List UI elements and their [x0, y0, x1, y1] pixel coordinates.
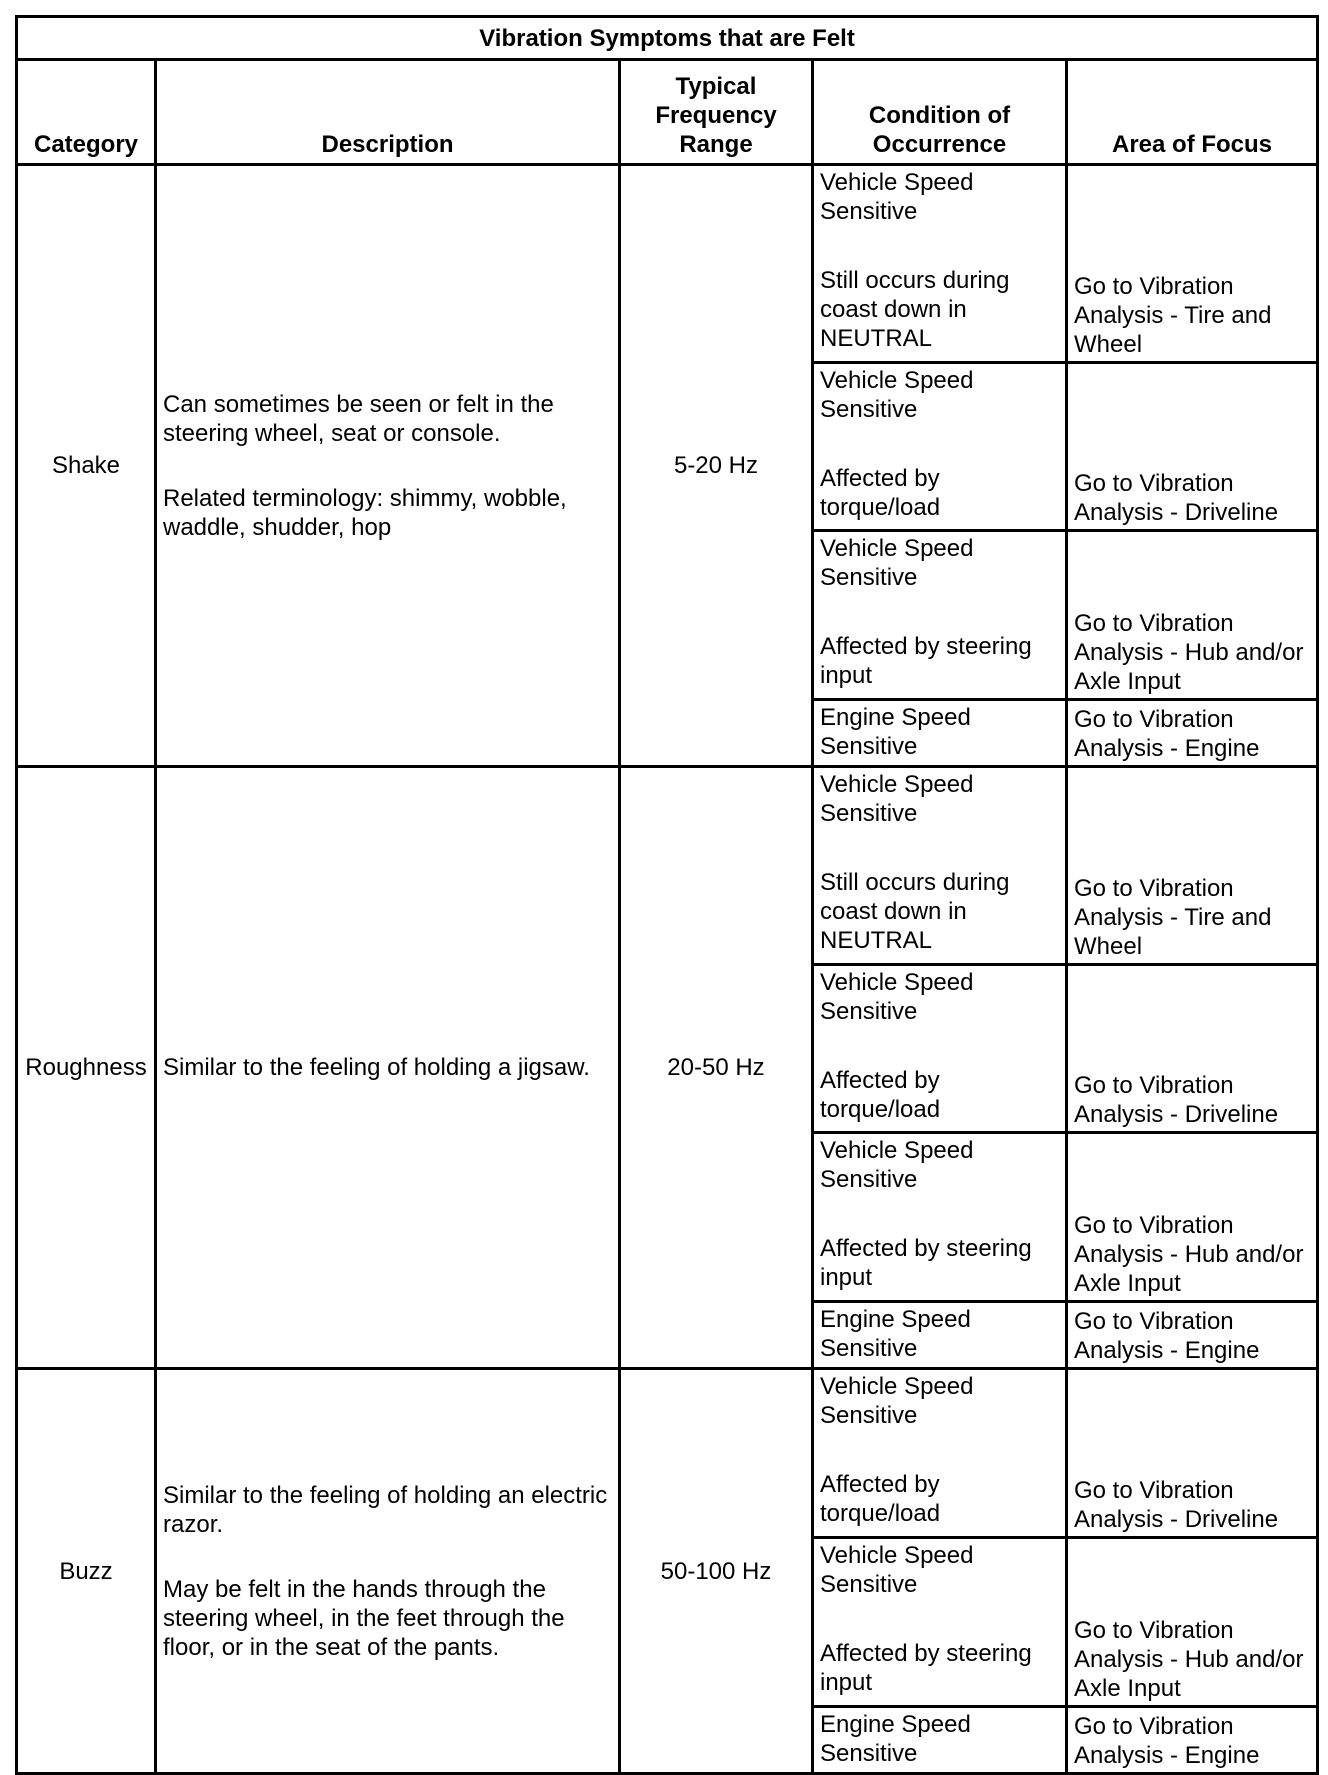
frequency-cell: 20-50 Hz: [620, 767, 813, 1369]
header-frequency-line1: Typical: [675, 72, 757, 100]
description-cell: [156, 1369, 620, 1774]
header-focus: Area of Focus: [1067, 60, 1318, 165]
table-row: [17, 767, 1318, 965]
condition-cell: [813, 531, 1067, 700]
focus-cell: Go to Vibration Analysis - Engine: [1067, 1302, 1318, 1369]
condition-speed: Vehicle Speed Sensitive: [820, 1137, 974, 1194]
condition-speed: Vehicle Speed Sensitive: [820, 771, 974, 828]
table-title: Vibration Symptoms that are Felt: [17, 17, 1318, 60]
condition-cell: [813, 1537, 1067, 1706]
header-frequency-line2: Frequency: [655, 101, 777, 129]
focus-cell: Go to Vibration Analysis - Hub and/or Axle Input: [1067, 1133, 1318, 1302]
condition-cell: [813, 767, 1067, 965]
condition-detail: Still occurs during coast down in NEUTRAL: [820, 869, 1010, 955]
header-frequency-line3: Range: [679, 130, 753, 158]
condition-detail: Affected by torque/load: [820, 1471, 941, 1528]
condition-detail: Affected by steering input: [820, 633, 1032, 690]
condition-detail: Affected by torque/load: [820, 464, 941, 521]
description-paragraph: May be felt in the hands through the steering wheel, in the feet through the floor, or in the seat of the pants.: [163, 1575, 565, 1661]
header-description: Description: [156, 60, 620, 165]
condition-cell: [813, 699, 1067, 766]
condition-speed: Vehicle Speed Sensitive: [820, 366, 974, 423]
condition-speed: Engine Speed Sensitive: [820, 703, 971, 760]
table-row: [17, 1369, 1318, 1538]
focus-cell: Go to Vibration Analysis - Hub and/or Axle Input: [1067, 1537, 1318, 1706]
frequency-cell: 5-20 Hz: [620, 164, 813, 766]
condition-speed: Vehicle Speed Sensitive: [820, 168, 974, 225]
focus-cell: Go to Vibration Analysis - Engine: [1067, 1706, 1318, 1773]
condition-cell: [813, 1302, 1067, 1369]
condition-cell: [813, 362, 1067, 531]
header-row: [17, 60, 1318, 165]
condition-speed: Vehicle Speed Sensitive: [820, 1373, 974, 1430]
condition-cell: [813, 164, 1067, 362]
description-paragraph: Related terminology: shimmy, wobble, waddle, shudder, hop: [163, 484, 567, 541]
description-paragraph: Similar to the feeling of holding a jigsaw.: [163, 1054, 590, 1082]
frequency-cell: 50-100 Hz: [620, 1369, 813, 1774]
condition-detail: Affected by steering input: [820, 1639, 1032, 1696]
category-cell: Shake: [17, 164, 156, 766]
focus-cell: Go to Vibration Analysis - Hub and/or Axle Input: [1067, 531, 1318, 700]
focus-cell: Go to Vibration Analysis - Tire and Wheel: [1067, 164, 1318, 362]
description-paragraph: Can sometimes be seen or felt in the steering wheel, seat or console.: [163, 390, 554, 447]
condition-speed: Vehicle Speed Sensitive: [820, 535, 974, 592]
focus-cell: Go to Vibration Analysis - Tire and Wheel: [1067, 767, 1318, 965]
condition-speed: Vehicle Speed Sensitive: [820, 1541, 974, 1598]
focus-cell: Go to Vibration Analysis - Driveline: [1067, 964, 1318, 1133]
description-cell: [156, 767, 620, 1369]
header-category: Category: [17, 60, 156, 165]
header-condition: [813, 60, 1067, 165]
condition-speed: Vehicle Speed Sensitive: [820, 968, 974, 1025]
description-paragraph: Similar to the feeling of holding an electric razor.: [163, 1481, 608, 1538]
focus-cell: Go to Vibration Analysis - Engine: [1067, 699, 1318, 766]
condition-cell: [813, 1133, 1067, 1302]
focus-cell: Go to Vibration Analysis - Driveline: [1067, 1369, 1318, 1538]
table-row: [17, 164, 1318, 362]
vibration-symptoms-table: [15, 15, 1319, 1775]
condition-detail: Affected by steering input: [820, 1235, 1032, 1292]
category-cell: Roughness: [17, 767, 156, 1369]
condition-speed: Engine Speed Sensitive: [820, 1306, 971, 1363]
header-frequency: [620, 60, 813, 165]
condition-cell: [813, 1369, 1067, 1538]
condition-detail: Still occurs during coast down in NEUTRAL: [820, 266, 1010, 352]
header-condition-line1: Condition of: [868, 101, 1011, 129]
condition-speed: Engine Speed Sensitive: [820, 1710, 971, 1767]
condition-cell: [813, 964, 1067, 1133]
category-cell: Buzz: [17, 1369, 156, 1774]
focus-cell: Go to Vibration Analysis - Driveline: [1067, 362, 1318, 531]
condition-cell: [813, 1706, 1067, 1773]
condition-detail: Affected by torque/load: [820, 1066, 941, 1123]
description-cell: [156, 164, 620, 766]
header-condition-line2: Occurrence: [872, 130, 1007, 158]
